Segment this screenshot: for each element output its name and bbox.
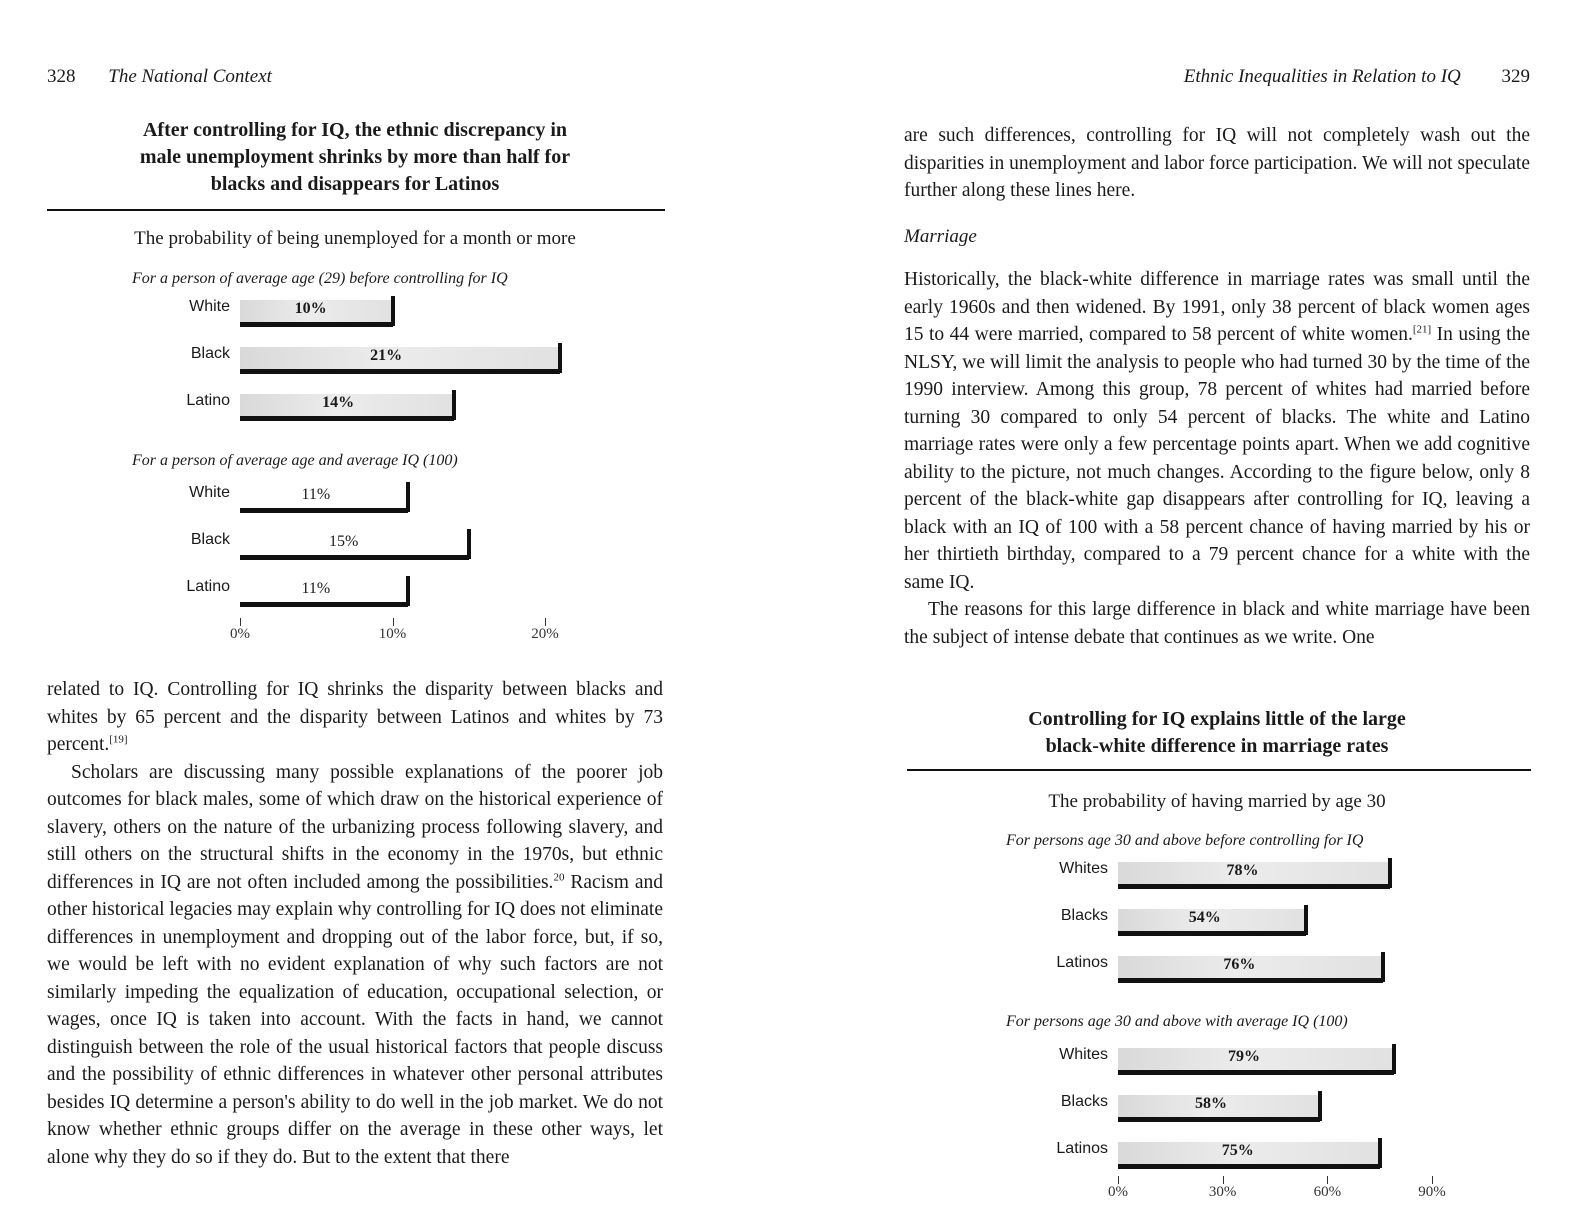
bar-baseline xyxy=(1118,931,1306,936)
paragraph-text: Racism and other historical legacies may explain why controlling for IQ does not eliminate differences in unemployment and dropping out of the labor force, but, if so, we would be left with no evident explanation of why such factors are not similarly impeding the equalization of education, occupational selection, or wages, once IQ is taken into account. With the facts in hand, we cannot distinguish between the role of the usual historical factors that people discuss and the possibility of ethnic differences in whatever other personal attributes besides IQ determine a person's ability to do well in the job market. We do not know whether ethnic groups differ on the average in these other ways, let alone why they do so if they do. But to the extent that there xyxy=(47,871,663,1168)
paragraph-text: In using the NLSY, we will limit the analysis to people who had turned 30 by the time of the 1990 interview. Among this group, 78 percent of whites had married before turning 30 compared to only 54 percent of blacks. The white and Latino marriage rates were only a few percentage points apart. When we add cognitive ability to the picture, not much changes. According to the figure below, only 8 percent of the black-white gap disappears after controlling for IQ, leaving a black with an IQ of 100 with a 58 percent chance of having married by his or her thirtieth birthday, compared to a 79 percent chance for a white with the same IQ. xyxy=(904,324,1530,593)
running-title: The National Context xyxy=(108,66,272,87)
category-label: Whites xyxy=(1059,860,1108,877)
body-text-left xyxy=(47,676,663,1171)
running-head-left xyxy=(47,66,272,88)
bar-end-cap xyxy=(1392,1044,1396,1074)
data-label: 21% xyxy=(370,347,403,364)
bar-baseline xyxy=(240,555,469,560)
category-label: Black xyxy=(190,345,230,362)
bar-end-cap xyxy=(406,482,410,512)
figure-title-line: blacks and disappears for Latinos xyxy=(210,173,500,195)
bar-baseline xyxy=(240,602,408,607)
paragraph xyxy=(47,676,663,759)
axis-tick xyxy=(393,618,394,626)
footnote-ref: [21] xyxy=(1412,323,1432,336)
bar-baseline xyxy=(240,322,393,327)
bar-end-cap xyxy=(1304,905,1308,935)
bar-end-cap xyxy=(1381,952,1385,982)
page-number: 328 xyxy=(47,66,76,87)
axis-tick-label: 90% xyxy=(1418,1184,1446,1200)
category-label: Latino xyxy=(186,578,230,595)
bar-end-cap xyxy=(406,576,410,606)
axis-tick-label: 10% xyxy=(378,626,407,642)
bar-end-cap xyxy=(1318,1091,1322,1121)
data-label: 10% xyxy=(294,300,327,317)
axis-tick-label: 20% xyxy=(531,626,559,642)
category-label: White xyxy=(189,298,230,315)
figure-title xyxy=(904,706,1530,760)
axis-tick xyxy=(1118,1176,1119,1184)
bar-baseline xyxy=(1118,1164,1380,1169)
category-label: Blacks xyxy=(1060,907,1108,924)
category-label: Latinos xyxy=(1056,954,1108,971)
figure-title-line: male unemployment shrinks by more than half for xyxy=(139,146,571,168)
category-label: Latino xyxy=(186,392,230,409)
axis-tick-label: 30% xyxy=(1208,1184,1237,1200)
figure-title-line: After controlling for IQ, the ethnic discrepancy in xyxy=(142,119,568,141)
category-label: Latinos xyxy=(1056,1140,1108,1157)
footnote-ref: [19] xyxy=(109,733,128,746)
axis-tick-label: 0% xyxy=(1108,1184,1128,1200)
panel-label: For persons age 30 and above with average IQ (100) xyxy=(1006,1013,1348,1030)
running-head-right xyxy=(1184,66,1530,88)
bar-end-cap xyxy=(452,390,456,420)
figure-title xyxy=(47,117,663,198)
footnote-ref: 20 xyxy=(553,871,565,883)
axis-tick xyxy=(1432,1176,1433,1184)
paragraph: are such differences, controlling for IQ will not completely wash out the disparities in unemployment and labor force participation. We will not speculate further along these lines here. xyxy=(904,125,1530,201)
data-label: 75% xyxy=(1221,1142,1254,1159)
bar-baseline xyxy=(1118,1117,1320,1122)
category-label: Whites xyxy=(1059,1046,1108,1063)
bar-baseline xyxy=(1118,1070,1394,1075)
data-label: 54% xyxy=(1188,909,1221,926)
bar-end-cap xyxy=(467,529,471,559)
panel-label: For persons age 30 and above before controlling for IQ xyxy=(1006,832,1364,849)
data-label: 11% xyxy=(301,486,331,503)
bar-end-cap xyxy=(1388,858,1392,888)
axis-tick-label: 60% xyxy=(1313,1184,1342,1200)
paragraph-text: Scholars are discussing many possible explanations of the poorer job outcomes for black males, some of which draw on the historical experience of slavery, others on the nature of the urbanizing process following slavery, and still others on the structural shifts in the economy in the 1970s, but ethnic differences in IQ are not often included among the possibilities. xyxy=(47,761,663,893)
figure-subtitle: The probability of having married by age 30 xyxy=(1048,791,1386,812)
axis-tick xyxy=(240,618,241,626)
data-label: 76% xyxy=(1223,956,1256,973)
figure-subtitle: The probability of being unemployed for a month or more xyxy=(134,228,576,249)
figure-rule xyxy=(47,209,665,211)
category-label: White xyxy=(189,484,230,501)
body-text-right-top xyxy=(904,122,1530,205)
bar-end-cap xyxy=(1378,1138,1382,1168)
page-number: 329 xyxy=(1501,66,1530,87)
right-page xyxy=(860,0,1582,1220)
figure-title-line: Controlling for IQ explains little of the large xyxy=(1028,708,1406,730)
axis-tick xyxy=(1223,1176,1224,1184)
paragraph: The reasons for this large difference in black and white marriage have been the subject of intense debate that continues as we write. One xyxy=(904,599,1530,648)
axis-tick xyxy=(1327,1176,1328,1184)
data-label: 58% xyxy=(1195,1095,1228,1112)
running-title: Ethnic Inequalities in Relation to IQ xyxy=(1183,66,1461,87)
paragraph xyxy=(904,266,1530,596)
data-label: 79% xyxy=(1228,1048,1261,1065)
bar-baseline xyxy=(240,369,560,374)
paragraph-text: related to IQ. Controlling for IQ shrinks the disparity between blacks and whites by 65 percent and the disparity between Latinos and whites by 73 percent. xyxy=(47,679,663,755)
axis-tick xyxy=(545,618,546,626)
bar-baseline xyxy=(240,416,454,421)
left-page xyxy=(0,0,760,1220)
bar-baseline xyxy=(1118,978,1383,983)
paragraph-text: Historically, the black-white difference in marriage rates was small until the early 1960s and then widened. By 1991, only 38 percent of black women ages 15 to 44 were married, compared to 58 percent of white women. xyxy=(904,269,1530,345)
category-label: Blacks xyxy=(1060,1093,1108,1110)
paragraph xyxy=(47,759,663,1172)
data-label: 15% xyxy=(328,533,359,550)
axis-tick-label: 0% xyxy=(230,626,250,642)
bar-end-cap xyxy=(558,343,562,373)
figure-rule xyxy=(907,769,1531,771)
data-label: 78% xyxy=(1226,862,1259,879)
category-label: Black xyxy=(190,531,230,548)
bar-baseline xyxy=(1118,884,1390,889)
body-text-right xyxy=(904,266,1530,651)
data-label: 11% xyxy=(301,580,331,597)
bar-baseline xyxy=(240,508,408,513)
bar-end-cap xyxy=(391,296,395,326)
figure-title-line: black-white difference in marriage rates xyxy=(1045,735,1389,757)
section-heading: Marriage xyxy=(904,226,977,247)
panel-label: For a person of average age and average IQ (100) xyxy=(132,452,458,469)
data-label: 14% xyxy=(322,394,355,411)
panel-label: For a person of average age (29) before controlling for IQ xyxy=(132,270,508,287)
